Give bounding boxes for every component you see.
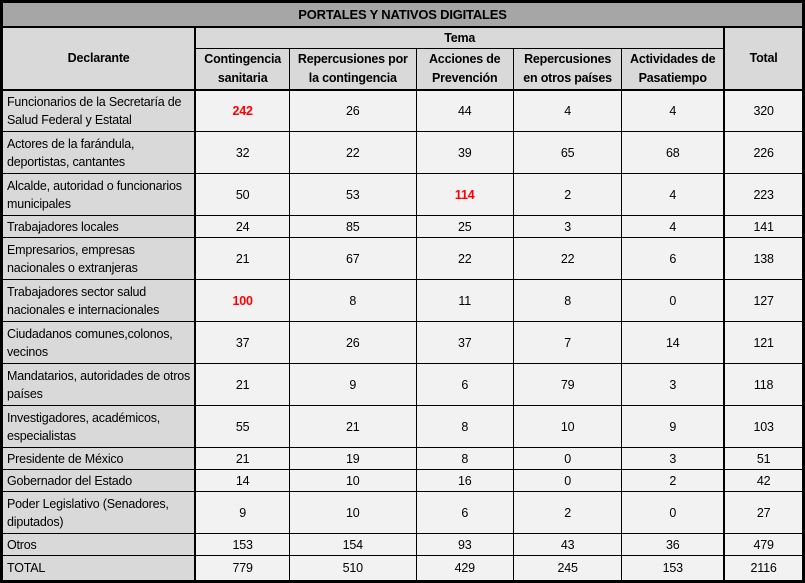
row-total-cell: 51 [724, 448, 803, 470]
table-row [2, 238, 804, 280]
table-cell: 8 [290, 280, 416, 322]
table-cell: 21 [290, 406, 416, 448]
column-header-repercusiones-contingencia: Repercusiones por la contingencia [290, 49, 416, 90]
table-cell: 32 [195, 132, 289, 174]
table-cell: 22 [290, 132, 416, 174]
table-cell: 4 [622, 216, 724, 238]
row-label: Mandatarios, autoridades de otros países [2, 364, 196, 406]
table-cell: 53 [290, 174, 416, 216]
row-label: Investigadores, académicos, especialistas [2, 406, 196, 448]
table-cell: 4 [622, 174, 724, 216]
table-cell: 100 [195, 280, 289, 322]
table-cell: 6 [416, 364, 513, 406]
row-total-cell: 118 [724, 364, 803, 406]
table-cell: 9 [290, 364, 416, 406]
table-cell: 50 [195, 174, 289, 216]
row-label: Actores de la farándula, deportistas, cantantes [2, 132, 196, 174]
row-label: Gobernador del Estado [2, 470, 196, 492]
table-row [2, 406, 804, 448]
table-cell: 22 [513, 238, 621, 280]
title-row [2, 2, 804, 27]
table-cell: 2 [622, 470, 724, 492]
table-row [2, 364, 804, 406]
table-cell: 3 [622, 448, 724, 470]
table-cell: 93 [416, 534, 513, 556]
table-cell: 79 [513, 364, 621, 406]
table-cell: 9 [622, 406, 724, 448]
table-cell: 153 [195, 534, 289, 556]
table-row [2, 470, 804, 492]
table-cell: 0 [622, 280, 724, 322]
table-cell: 4 [513, 90, 621, 132]
grand-total-cell: 510 [290, 556, 416, 582]
table-row [2, 280, 804, 322]
row-total-cell: 42 [724, 470, 803, 492]
row-total-cell: 27 [724, 492, 803, 534]
table-cell: 19 [290, 448, 416, 470]
table-cell: 8 [513, 280, 621, 322]
table-title: PORTALES Y NATIVOS DIGITALES [2, 2, 804, 27]
row-total-cell: 141 [724, 216, 803, 238]
table-cell: 10 [290, 492, 416, 534]
grand-total-row [2, 556, 804, 582]
table-cell: 26 [290, 90, 416, 132]
table-cell: 39 [416, 132, 513, 174]
table-cell: 114 [416, 174, 513, 216]
row-label: Otros [2, 534, 196, 556]
table-cell: 24 [195, 216, 289, 238]
row-total-cell: 320 [724, 90, 803, 132]
table-cell: 37 [195, 322, 289, 364]
row-total-cell: 138 [724, 238, 803, 280]
table-cell: 21 [195, 364, 289, 406]
column-header-declarante: Declarante [2, 27, 196, 90]
table-cell: 16 [416, 470, 513, 492]
column-header-actividades-pasatiempo: Actividades de Pasatiempo [622, 49, 724, 90]
grand-total-cell: 429 [416, 556, 513, 582]
row-label: Presidente de México [2, 448, 196, 470]
table-cell: 0 [622, 492, 724, 534]
table-cell: 26 [290, 322, 416, 364]
grand-total-cell: 153 [622, 556, 724, 582]
table-row [2, 322, 804, 364]
table-cell: 3 [513, 216, 621, 238]
row-label: Ciudadanos comunes,colonos, vecinos [2, 322, 196, 364]
table-cell: 2 [513, 492, 621, 534]
table-cell: 9 [195, 492, 289, 534]
table-row [2, 216, 804, 238]
table-cell: 21 [195, 448, 289, 470]
table-cell: 85 [290, 216, 416, 238]
row-label: Funcionarios de la Secretaría de Salud Federal y Estatal [2, 90, 196, 132]
table-cell: 21 [195, 238, 289, 280]
table-cell: 10 [513, 406, 621, 448]
row-total-cell: 479 [724, 534, 803, 556]
row-label: Poder Legislativo (Senadores, diputados) [2, 492, 196, 534]
table-cell: 55 [195, 406, 289, 448]
header-row-group [2, 27, 804, 49]
column-header-acciones-prevencion: Acciones de Prevención [416, 49, 513, 90]
table-cell: 68 [622, 132, 724, 174]
table-row [2, 534, 804, 556]
row-total-cell: 127 [724, 280, 803, 322]
table-cell: 44 [416, 90, 513, 132]
column-header-repercusiones-otros-paises: Repercusiones en otros países [513, 49, 621, 90]
row-total-cell: 103 [724, 406, 803, 448]
grand-total-cell: 245 [513, 556, 621, 582]
row-total-cell: 223 [724, 174, 803, 216]
table-cell: 4 [622, 90, 724, 132]
table-cell: 6 [622, 238, 724, 280]
table-cell: 11 [416, 280, 513, 322]
table-cell: 43 [513, 534, 621, 556]
table-cell: 8 [416, 406, 513, 448]
row-total-cell: 226 [724, 132, 803, 174]
grand-total-cell: 779 [195, 556, 289, 582]
table-cell: 154 [290, 534, 416, 556]
table-cell: 36 [622, 534, 724, 556]
grand-total-label: TOTAL [2, 556, 196, 582]
row-label: Alcalde, autoridad o funcionarios municipales [2, 174, 196, 216]
table-cell: 3 [622, 364, 724, 406]
table-row [2, 132, 804, 174]
column-header-total: Total [724, 27, 803, 90]
table-cell: 25 [416, 216, 513, 238]
table-cell: 7 [513, 322, 621, 364]
row-total-cell: 121 [724, 322, 803, 364]
table-cell: 22 [416, 238, 513, 280]
table-cell: 10 [290, 470, 416, 492]
table-row [2, 492, 804, 534]
table-cell: 0 [513, 470, 621, 492]
table-cell: 14 [622, 322, 724, 364]
table-cell: 242 [195, 90, 289, 132]
table-row [2, 174, 804, 216]
table-cell: 6 [416, 492, 513, 534]
row-label: Trabajadores locales [2, 216, 196, 238]
column-group-header-tema: Tema [195, 27, 724, 49]
table-row [2, 448, 804, 470]
table-cell: 2 [513, 174, 621, 216]
table-cell: 65 [513, 132, 621, 174]
grand-total-sum-cell: 2116 [724, 556, 803, 582]
table-cell: 8 [416, 448, 513, 470]
row-label: Empresarios, empresas nacionales o extranjeras [2, 238, 196, 280]
table-cell: 67 [290, 238, 416, 280]
table-cell: 37 [416, 322, 513, 364]
row-label: Trabajadores sector salud nacionales e internacionales [2, 280, 196, 322]
table-row [2, 90, 804, 132]
table-cell: 0 [513, 448, 621, 470]
table-cell: 14 [195, 470, 289, 492]
column-header-contingencia-sanitaria: Contingencia sanitaria [195, 49, 289, 90]
